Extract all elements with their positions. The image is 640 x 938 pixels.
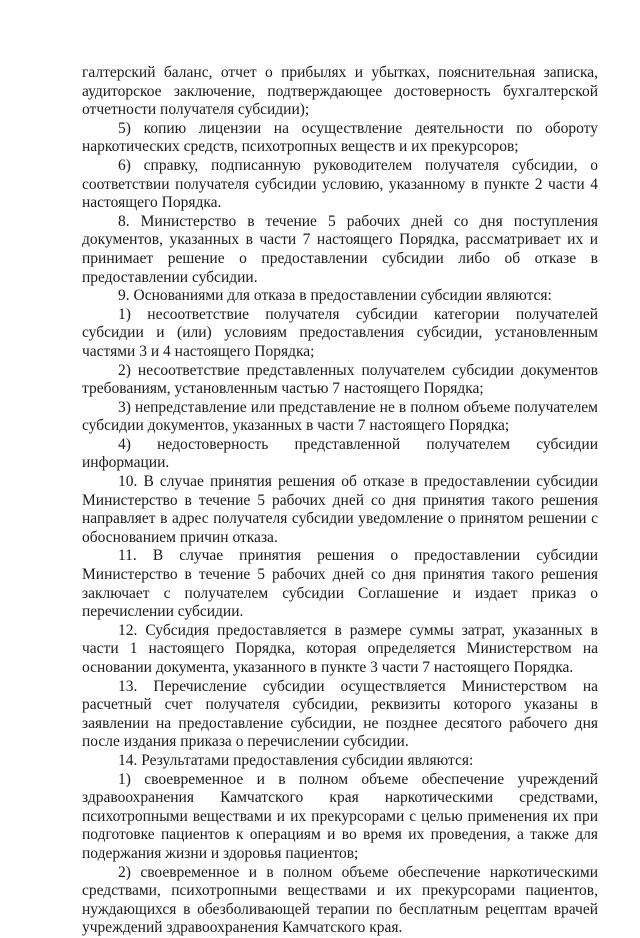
paragraph-continuation: галтерский баланс, отчет о прибылях и убытках, пояснительная записка, аудиторское заключение, подтверждающее достоверность бухгалтерской отчетности получателя субсидии); xyxy=(82,64,598,119)
paragraph-section-9-item-2: 2) несоответствие представленных получателем субсидии документов требованиям, установленным частью 7 настоящего Порядка; xyxy=(82,361,598,398)
document-page xyxy=(82,64,598,938)
paragraph-section-14-item-1: 1) своевременное и в полном объеме обеспечение учреждений здравоохранения Камчатского края наркотическими средствами, психотропными веществами и их прекурсорами с целью применения их при подготовке пациентов к операциям и во время их проведения, а также для подержания жизни и здоровья пациентов; xyxy=(82,770,598,862)
paragraph-section-11: 11. В случае принятия решения о предоставлении субсидии Министерство в течение 5 рабочих дней со дня принятия такого решения заключает с получателем субсидии Соглашение и издает приказ о перечислении субсидии. xyxy=(82,547,598,621)
paragraph-section-9-item-1: 1) несоответствие получателя субсидии категории получателей субсидии и (или) условиям предоставления субсидии, установленным частями 3 и 4 настоящего Порядка; xyxy=(82,305,598,360)
paragraph-section-13: 13. Перечисление субсидии осуществляется Министерством на расчетный счет получателя субсидии, реквизиты которого указаны в заявлении на предоставление субсидии, не позднее десятого рабочего дня после издания приказа о перечислении субсидии. xyxy=(82,677,598,751)
scan-artifact xyxy=(38,30,52,34)
paragraph-section-9: 9. Основаниями для отказа в предоставлении субсидии являются: xyxy=(118,287,552,305)
paragraph-section-9-item-3: 3) непредставление или представление не в полном объеме получателем субсидии документов, указанных в части 7 настоящего Порядка; xyxy=(82,398,598,435)
paragraph-item-6-certificate: 6) справку, подписанную руководителем получателя субсидии, о соответствии получателя субсидии условию, указанному в пункте 2 части 4 настоящего Порядка. xyxy=(82,156,598,212)
paragraph-section-10: 10. В случае принятия решения об отказе в предоставлении субсидии Министерство в течение 5 рабочих дней со дня принятия такого решения направляет в адрес получателя субсидии уведомление о принятом решении с обоснованием причин отказа. xyxy=(82,473,598,546)
paragraph-item-5-license: 5) копию лицензии на осуществление деятельности по обороту наркотических средств, психотропных веществ и их прекурсоров; xyxy=(82,119,598,156)
paragraph-section-14: 14. Результатами предоставления субсидии являются: xyxy=(118,751,474,769)
paragraph-section-14-item-2: 2) своевременное и в полном объеме обеспечение наркотическими средствами, психотропными веществами и их прекурсорами пациентов, нуждающихся в обезболивающей терапии по бесплатным рецептам врачей учреждений здравоохранения Камчатского края. xyxy=(82,863,598,937)
paragraph-section-9-item-4: 4) недостоверность представленной получателем субсидии информации. xyxy=(82,435,598,472)
paragraph-section-12: 12. Субсидия предоставляется в размере суммы затрат, указанных в части 1 настоящего Порядка, которая определяется Министерством на основании документа, указанного в пункте 3 части 7 настоящего Порядка. xyxy=(82,621,598,676)
paragraph-section-8: 8. Министерство в течение 5 рабочих дней со дня поступления документов, указанных в части 7 настоящего Порядка, рассматривает их и принимает решение о предоставлении субсидии либо об отказе в предоставлении субсидии. xyxy=(82,212,598,286)
